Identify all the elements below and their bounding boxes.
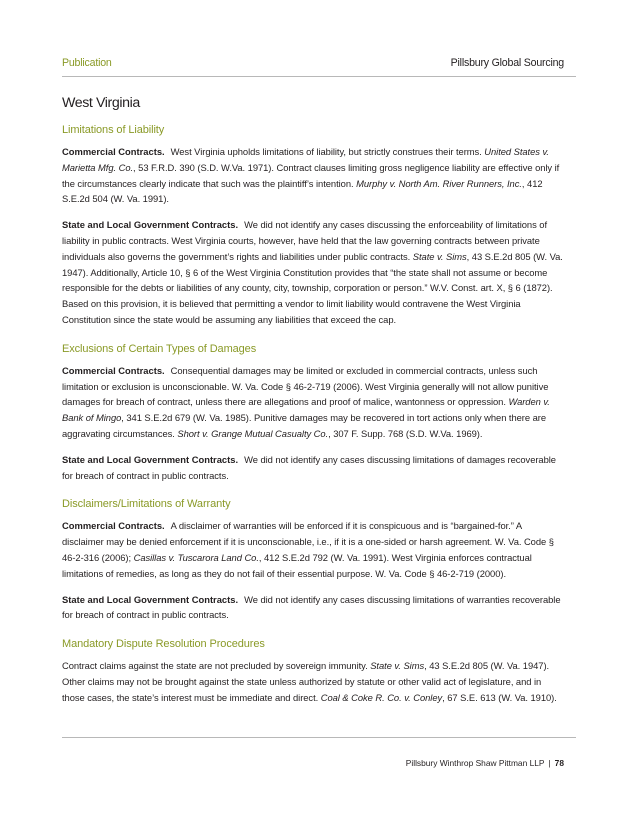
paragraph-lead-in: State and Local Government Contracts. xyxy=(62,453,239,465)
case-citation: United States v. Marietta Mfg. Co. xyxy=(62,146,549,173)
paragraph-lead-in: State and Local Government Contracts. xyxy=(62,593,239,605)
paragraph-text: , 67 S.E. 613 (W. Va. 1910). xyxy=(442,691,557,703)
paragraph-text: , 412 S.E.2d 504 (W. Va. 1991). xyxy=(62,177,543,205)
paragraph-text: , 341 S.E.2d 679 (W. Va. 1985). Punitive damages may be recovered in tort actions only when there are aggravating circumstances. xyxy=(62,412,546,439)
body-paragraph xyxy=(62,592,564,624)
sections-container xyxy=(62,123,564,706)
case-citation: Casillas v. Tuscarora Land Co. xyxy=(133,551,259,563)
body-paragraph xyxy=(62,144,564,207)
paragraph-text: We did not identify any cases discussing the enforceability of limitations of liability in public contracts. West Virginia courts, however, have held that the law governing contracts between private individuals also governs the government’s rights and liabilities under public contracts. xyxy=(62,219,548,262)
body-paragraph xyxy=(62,452,564,484)
page-number: 78 xyxy=(554,758,564,768)
paragraph-lead-in: State and Local Government Contracts. xyxy=(62,219,239,231)
paragraph-lead-in: Commercial Contracts. xyxy=(62,364,165,376)
paragraph-text: Contract claims against the state are not precluded by sovereign immunity. xyxy=(62,660,371,672)
section-heading: Limitations of Liability xyxy=(62,124,165,136)
paragraph-text: , 43 S.E.2d 805 (W. Va. 1947). Other claims may not be brought against the state unless authorized by statute or other valid act of legislature, and in those cases, the state’s interest must be immediate and direct. xyxy=(62,660,550,703)
footer-firm-name: Pillsbury Winthrop Shaw Pittman LLP xyxy=(405,758,545,768)
paragraph-text: , 307 F. Supp. 768 (S.D. W.Va. 1969). xyxy=(328,427,483,439)
page-footer xyxy=(406,758,564,768)
paragraph-text: We did not identify any cases discussing limitations of warranties recoverable for breach of contract in public contracts. xyxy=(62,593,561,621)
page-header xyxy=(62,57,564,71)
case-citation: State v. Sims xyxy=(370,660,425,672)
publication-label: Publication xyxy=(62,57,112,69)
paragraph-text: Consequential damages may be limited or excluded in commercial contracts, unless such limitation or exclusion is unconscionable. W. Va. Code § 46-2-719 (2006). West Virginia generally will not allow punitive damages for breach of contract, unless there are allegations and proof of malice, wantonness or oppression. xyxy=(62,364,549,408)
body-paragraph xyxy=(62,363,564,442)
paragraph-text: West Virginia upholds limitations of liability, but strictly construes their terms. xyxy=(170,146,485,157)
page-title: West Virginia xyxy=(62,95,140,111)
case-citation: Murphy v. North Am. River Runners, Inc. xyxy=(356,177,522,189)
header-firm-name: Pillsbury Global Sourcing xyxy=(450,57,564,69)
paragraph-text: , 43 S.E.2d 805 (W. Va. 1947). Additionally, Article 10, § 6 of the West Virginia Constitution provides that “the state shall not assume or become responsible for the debts or liabilities of any county, city, township, corporation or person.” W.V. Const. art. X, § 6 (1872). Based on this provision, it is believed that permitting a vendor to limit liability would contravene the West Virginia Constitution since the state would be assuming any liabilities that exceed the cap. xyxy=(62,250,563,325)
body-paragraph xyxy=(62,658,564,705)
body-paragraph xyxy=(62,217,564,328)
body-paragraph xyxy=(62,518,564,581)
paragraph-text: We did not identify any cases discussing limitations of damages recoverable for breach of contract in public contracts. xyxy=(62,453,556,481)
footer-rule xyxy=(62,737,576,738)
section-heading: Mandatory Dispute Resolution Procedures xyxy=(62,638,265,651)
paragraph-text: , 53 F.R.D. 390 (S.D. W.Va. 1971). Contract clauses limiting gross negligence liability are effective only if the circumstances clearly indicate that such was the plaintiff’s intention. xyxy=(62,161,560,189)
paragraph-text: , 412 S.E.2d 792 (W. Va. 1991). West Virginia enforces contractual limitations of remedies, as long as they do not fail of their essential purpose. W. Va. Code § 46-2-719 (2000). xyxy=(62,551,532,579)
header-rule xyxy=(62,76,576,77)
case-citation: Short v. Grange Mutual Casualty Co. xyxy=(177,427,329,439)
footer-separator: | xyxy=(548,758,551,768)
paragraph-lead-in: Commercial Contracts. xyxy=(62,520,165,532)
case-citation: Coal & Coke R. Co. v. Conley xyxy=(320,691,443,703)
paragraph-lead-in: Commercial Contracts. xyxy=(62,146,165,157)
page-content xyxy=(62,94,564,716)
paragraph-text: A disclaimer of warranties will be enforced if it is conspicuous and is “bargained-for.” A disclaimer may be denied enforcement if it is unconscionable, i.e., if it is a one-sided or harsh agreement. W. Va. Code § 46-2-316 (2006); xyxy=(62,520,554,563)
section-heading: Exclusions of Certain Types of Damages xyxy=(62,342,257,355)
section-heading: Disclaimers/Limitations of Warranty xyxy=(62,498,231,511)
case-citation: State v. Sims xyxy=(412,250,467,262)
case-citation: Warden v. Bank of Mingo xyxy=(62,396,550,424)
